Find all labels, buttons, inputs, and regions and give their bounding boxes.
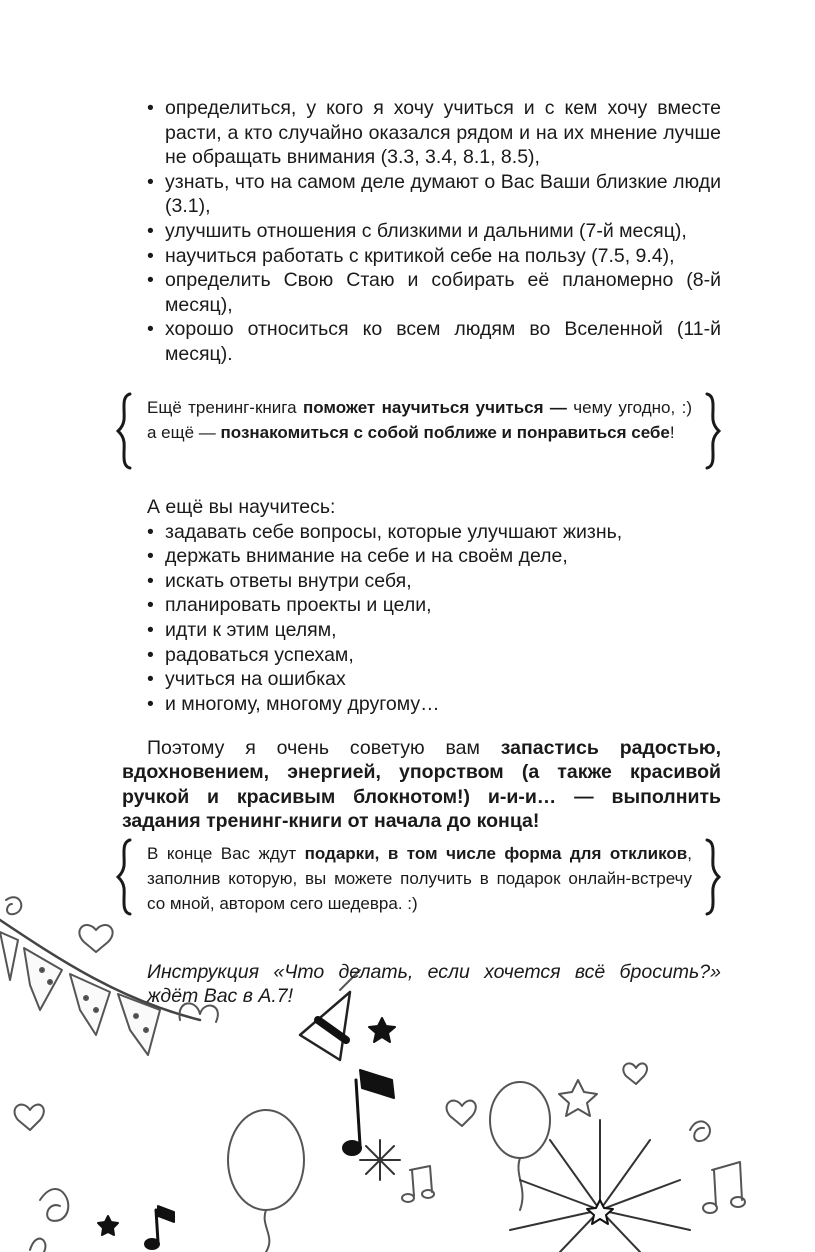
list-item: • хорошо относиться ко всем людям во Вселенной (11-й месяц). [147, 317, 721, 366]
list-item: • планировать проекты и цели, [147, 593, 721, 618]
skills-section [147, 495, 721, 716]
list-item: • держать внимание на себе и на своём деле, [147, 544, 721, 569]
skills-lead: А ещё вы научитесь: [147, 496, 336, 518]
list-item: • и многому, многому другому… [147, 692, 721, 717]
curly-bracket-right-icon [703, 392, 721, 470]
list-item: • определить Свою Стаю и собирать её планомерно (8-й месяц), [147, 268, 721, 317]
advice-paragraph [122, 736, 721, 834]
skills-list [147, 520, 721, 717]
list-item: • идти к этим целям, [147, 618, 721, 643]
advice-text: Поэтому я очень советую вам [147, 736, 501, 759]
callout-text: Ещё тренинг-книга [147, 398, 303, 417]
list-item: • определиться, у кого я хочу учиться и с кем хочу вместе расти, а кто случайно оказался рядом и на их мнение лучше не обращать внимания (3.3, 3.4, 8.1, 8.5), [147, 96, 721, 170]
list-item: • улучшить отношения с близкими и дальними (7-й месяц), [147, 219, 721, 244]
callout-text: В конце Вас ждут [147, 844, 305, 863]
advice-bold-text: запастись радостью, вдохновением, энергией, упорством (а также красивой ручкой и красивым блокнотом!) и-и-и… — выполнить задания тренинг-книги от начала до конца! [122, 736, 721, 833]
party-doodle-illustration [0, 870, 815, 1252]
instruction-text: Инструкция «Что делать, если хочется всё бросить?» ждёт Вас в А.7! [147, 960, 721, 1008]
list-item: • узнать, что на самом деле думают о Вас Ваши близкие люди (3.1), [147, 170, 721, 219]
callout-text: чему угодно, :) а ещё — [147, 398, 692, 442]
list-item: • радоваться успехам, [147, 643, 721, 668]
callout-text: , заполнив которую, вы можете получить в подарок онлайн-встречу со мной, автором сего шедевра. :) [147, 844, 692, 913]
list-item: • учиться на ошибках [147, 667, 721, 692]
list-item: • научиться работать с критикой себе на пользу (7.5, 9.4), [147, 244, 721, 269]
benefits-list [147, 96, 721, 367]
callout-learn-anything [147, 396, 692, 446]
list-item: • искать ответы внутри себя, [147, 569, 721, 594]
callout-bold-text: поможет научиться учиться — [302, 398, 567, 417]
curly-bracket-left-icon [116, 392, 134, 470]
callout-bold-text: подарки, в том числе форма для откликов [304, 844, 688, 863]
callout-bold-text: познакомиться с собой поближе и понравиться себе [220, 422, 670, 442]
list-item: • задавать себе вопросы, которые улучшают жизнь, [147, 520, 721, 545]
callout-text: ! [669, 422, 675, 442]
